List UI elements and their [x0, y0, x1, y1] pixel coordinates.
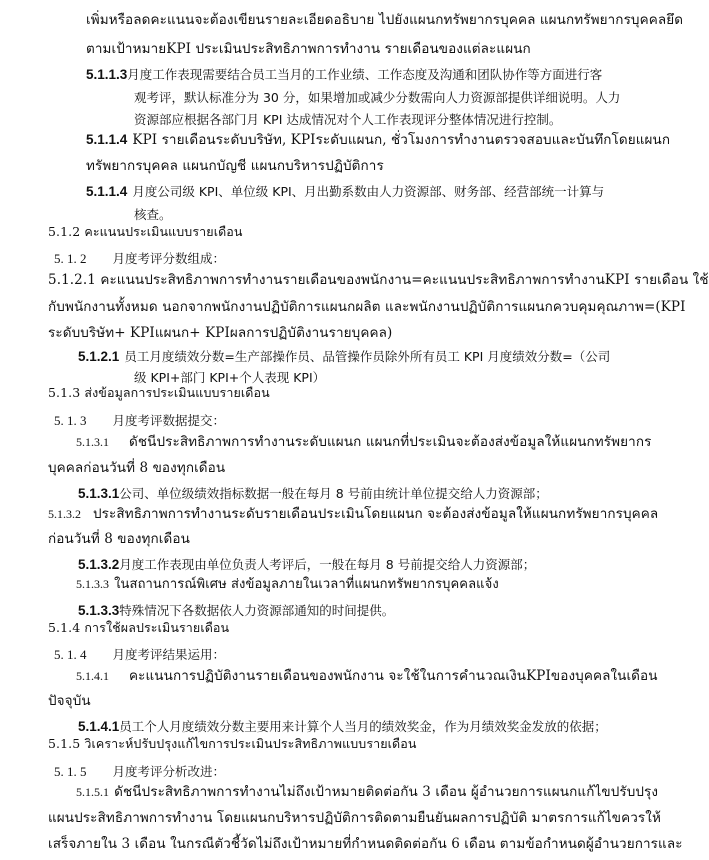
paragraph-text: ดัชนีประสิทธิภาพการทำงานระดับแผนก แผนกที่ประเมินจะต้องส่งข้อมูลให้แผนกทรัพยากร: [129, 434, 652, 450]
paragraph-text: ก่อนวันที่ 8 ของทุกเดือน: [48, 531, 190, 547]
paragraph-text: ดัชนีประสิทธิภาพการทำงานไม่ถึงเป้าหมายติดต่อกัน 3 เดือน ผู้อำนวยการแผนกแก้ไขปรับปรุง: [114, 784, 659, 800]
section-number: 5.1.3.1: [78, 486, 120, 501]
section-item: [86, 128, 671, 150]
section-number: 5.1.1.4: [86, 184, 128, 199]
section-item: [86, 64, 636, 83]
section-item: [86, 181, 636, 200]
paragraph-text: 级 KPI+部门 KPI+个人表现 KPI）: [134, 370, 326, 385]
paragraph-text: 员工个人月度绩效分数主要用来计算个人当月的绩效奖金，作为月绩效奖金发放的依据；: [119, 719, 607, 734]
paragraph-text: 公司、单位级绩效指标数据一般在每月 8 号前由统计单位提交给人力资源部；: [119, 486, 548, 501]
paragraph-text: บุคคลก่อนวันที่ 8 ของทุกเดือน: [48, 460, 226, 476]
section-number: 5. 1. 5: [54, 764, 87, 779]
heading-text: 月度考评分析改进：: [112, 764, 226, 779]
heading-text: 月度考评分数组成：: [112, 251, 226, 266]
section-item: [78, 346, 636, 365]
section-number: 5.1.3.3: [78, 603, 120, 618]
section-item: [76, 664, 658, 686]
paragraph-text: 资源部应根据各部门月 KPI 达成情况对个人工作表现评分整体情况进行控制。: [134, 112, 562, 127]
paragraph-text: 月度工作表现需要结合员工当月的工作业绩、工作态度及沟通和团队协作等方面进行客: [127, 67, 603, 82]
paragraph-text: 观考评，默认标准分为 30 分，如果增加或减少分数需向人力资源部提供详细说明。人力: [134, 90, 621, 105]
section-number: 5.1.3.2: [48, 507, 81, 521]
section-item: [78, 716, 636, 735]
section-item: [76, 430, 652, 452]
subsection-heading: [54, 248, 636, 267]
paragraph-text: 月度公司级 KPI、单位级 KPI、月出勤系数由人力资源部、财务部、经营部统一计算与: [132, 184, 605, 199]
subsection-heading: 5.1.4 การใช้ผลประเมินรายเดือน: [48, 620, 230, 635]
paragraph-text: คะแนนการปฏิบัติงานรายเดือนของพนักงาน จะใช้ในการคำนวณเงินKPIของบุคคลในเดือน: [129, 668, 658, 684]
section-number: 5. 1. 3: [54, 413, 87, 428]
subsection-heading: 5.1.2 คะแนนประเมินแบบรายเดือน: [48, 224, 243, 239]
heading-text: 月度考评数据提交：: [112, 413, 226, 428]
section-number: 5.1.2.1: [78, 349, 120, 364]
section-item: [78, 483, 636, 502]
section-number: 5.1.4.1: [76, 669, 109, 683]
paragraph-text: 5.1.2.1 คะแนนประสิทธิภาพการทำงานรายเดือนของพนักงาน=คะแนนประสิทธิภาพการทำงานKPI รายเดือน ใช้: [48, 272, 709, 288]
section-item: [78, 600, 636, 619]
subsection-heading: 5.1.3 ส่งข้อมูลการประเมินแบบรายเดือน: [48, 385, 270, 400]
paragraph-text: ทรัพยากรบุคคล แผนกบัญชี แผนกบริหารปฏิบัติการ: [86, 158, 384, 174]
section-item: [78, 554, 636, 573]
subsection-heading: [54, 644, 636, 663]
paragraph-text: ปัจจุบัน: [48, 693, 91, 709]
section-number: 5.1.1.3: [86, 67, 128, 82]
paragraph-text: เสร็จภายใน 3 เดือน ในกรณีตัวชี้วัดไม่ถึงเป้าหมายที่กำหนดติดต่อกัน 6 เดือน ตามข้อกำหนดผู้อำนวยการและ: [48, 836, 683, 852]
paragraph-text: 员工月度绩效分数=生产部操作员、品管操作员除外所有员工 KPI 月度绩效分数=（公司: [124, 349, 611, 364]
paragraph-text: ในสถานการณ์พิเศษ ส่งข้อมูลภายในเวลาที่แผนกทรัพยากรบุคคลแจ้ง: [114, 577, 499, 592]
section-number: 5.1.4.1: [78, 719, 120, 734]
section-item: [48, 502, 659, 524]
section-number: 5.1.3.1: [76, 435, 109, 449]
paragraph-text: กับพนักงานทั้งหมด นอกจากพนักงานปฏิบัติการแผนกผลิต และพนักงานปฏิบัติการแผนกควบคุมคุณภาพ=(KPI: [48, 299, 686, 315]
paragraph-text: แผนประสิทธิภาพการทำงาน โดยแผนกบริหารปฏิบัติการติดตามยืนยันผลการปฏิบัติ มาตรการแก้ไขควรให้: [48, 810, 661, 826]
section-number: 5. 1. 2: [54, 251, 87, 266]
subsection-heading: [54, 761, 636, 780]
subsection-heading: [54, 410, 636, 429]
section-item: [76, 573, 636, 594]
paragraph-text: KPI รายเดือนระดับบริษัท, KPIระดับแผนก, ชั่วโมงการทำงานตรวจสอบและบันทึกโดยแผนก: [132, 132, 671, 148]
section-number: 5.1.1.4: [86, 132, 128, 147]
paragraph-text: 特殊情况下各数据依人力资源部通知的时间提供。: [119, 603, 395, 618]
section-number: 5.1.3.3: [76, 577, 109, 591]
paragraph-text: ประสิทธิภาพการทำงานระดับรายเดือนประเมินโดยแผนก จะต้องส่งข้อมูลให้แผนกทรัพยากรบุคคล: [93, 506, 659, 522]
section-number: 5. 1. 4: [54, 647, 87, 662]
heading-text: 月度考评结果运用：: [112, 647, 226, 662]
paragraph-text: 月度工作表现由单位负责人考评后，一般在每月 8 号前提交给人力资源部；: [119, 557, 536, 572]
section-item: [76, 780, 659, 802]
section-number: 5.1.5.1: [76, 785, 109, 799]
section-number: 5.1.3.2: [78, 557, 120, 572]
subsection-heading: 5.1.5 วิเคราะห์ปรับปรุงแก้ไขการประเมินประสิทธิภาพแบบรายเดือน: [48, 736, 417, 751]
paragraph-text: ตามเป้าหมายKPI ประเมินประสิทธิภาพการทำงาน รายเดือนของแต่ละแผนก: [86, 41, 531, 57]
paragraph-text: 核查。: [134, 207, 172, 222]
paragraph-text: เพิ่มหรือลดคะแนนจะต้องเขียนรายละเอียดอธิบาย ไปยังแผนกทรัพยากรบุคคล แผนกทรัพยากรบุคคลยึด: [86, 12, 684, 28]
paragraph-text: ระดับบริษัท+ KPIแผนก+ KPIผลการปฏิบัติงานรายบุคคล): [48, 325, 393, 341]
